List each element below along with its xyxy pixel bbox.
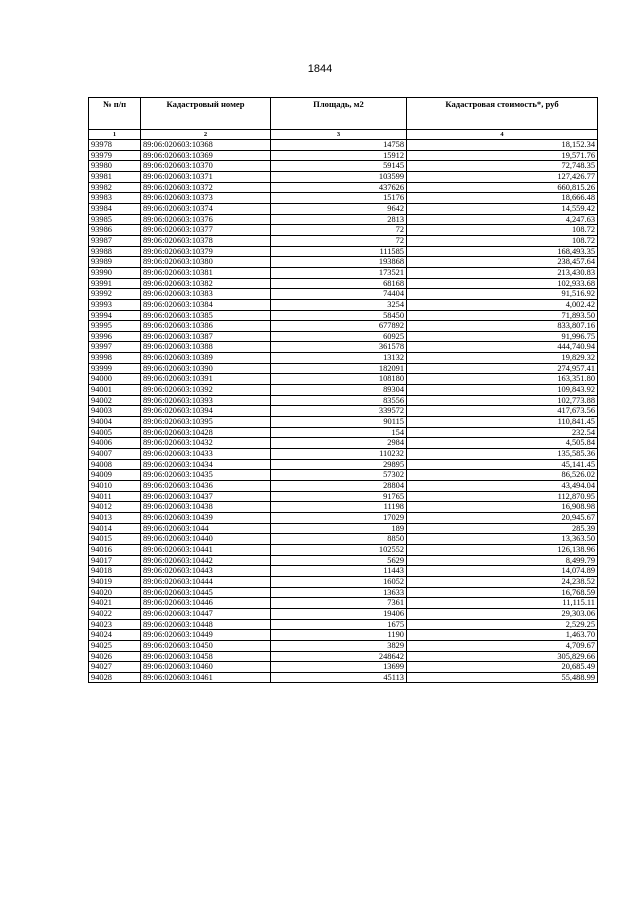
area-cell: 91765 xyxy=(271,491,407,502)
row-number-cell: 94000 xyxy=(89,374,141,385)
cadastral-number-cell: 89:06:020603:10460 xyxy=(141,662,271,673)
cadastral-number-cell: 89:06:020603:10445 xyxy=(141,587,271,598)
row-number-cell: 94022 xyxy=(89,608,141,619)
area-cell: 11443 xyxy=(271,566,407,577)
cadastral-number-cell: 89:06:020603:10461 xyxy=(141,672,271,683)
table-header-row xyxy=(89,98,598,130)
cost-cell: 55,488.99 xyxy=(407,672,598,683)
table-row xyxy=(89,672,598,683)
cadastral-number-cell: 89:06:020603:10450 xyxy=(141,640,271,651)
row-number-cell: 94013 xyxy=(89,512,141,523)
row-number-cell: 94019 xyxy=(89,576,141,587)
area-cell: 72 xyxy=(271,225,407,236)
area-cell: 154 xyxy=(271,427,407,438)
area-cell: 13633 xyxy=(271,587,407,598)
cost-cell: 16,768.59 xyxy=(407,587,598,598)
table-row xyxy=(89,406,598,417)
cadastral-number-cell: 89:06:020603:10443 xyxy=(141,566,271,577)
area-cell: 57302 xyxy=(271,470,407,481)
area-cell: 17029 xyxy=(271,512,407,523)
column-number: 2 xyxy=(141,130,271,140)
cadastral-number-cell: 89:06:020603:10435 xyxy=(141,470,271,481)
area-cell: 72 xyxy=(271,235,407,246)
cost-cell: 4,505.84 xyxy=(407,438,598,449)
cost-cell: 91,516.92 xyxy=(407,289,598,300)
cadastral-table xyxy=(88,97,598,683)
header-num: № п/п xyxy=(89,98,141,130)
row-number-cell: 94008 xyxy=(89,459,141,470)
cost-cell: 19,829.32 xyxy=(407,353,598,364)
header-cost: Кадастровая стоимость*, руб xyxy=(407,98,598,130)
table-row xyxy=(89,576,598,587)
row-number-cell: 93986 xyxy=(89,225,141,236)
row-number-cell: 93989 xyxy=(89,257,141,268)
area-cell: 110232 xyxy=(271,449,407,460)
cost-cell: 127,426.77 xyxy=(407,171,598,182)
table-row xyxy=(89,161,598,172)
table-row xyxy=(89,534,598,545)
table-row xyxy=(89,374,598,385)
cadastral-number-cell: 89:06:020603:10395 xyxy=(141,417,271,428)
row-number-cell: 94023 xyxy=(89,619,141,630)
area-cell: 173521 xyxy=(271,267,407,278)
cost-cell: 213,430.83 xyxy=(407,267,598,278)
cost-cell: 4,247.63 xyxy=(407,214,598,225)
table-row xyxy=(89,566,598,577)
area-cell: 28804 xyxy=(271,481,407,492)
table-body xyxy=(89,140,598,683)
table-row xyxy=(89,267,598,278)
table-row xyxy=(89,150,598,161)
cadastral-number-cell: 89:06:020603:10449 xyxy=(141,630,271,641)
table-row xyxy=(89,662,598,673)
cadastral-number-cell: 89:06:020603:10368 xyxy=(141,140,271,151)
row-number-cell: 94028 xyxy=(89,672,141,683)
cadastral-number-cell: 89:06:020603:10436 xyxy=(141,481,271,492)
area-cell: 103599 xyxy=(271,171,407,182)
row-number-cell: 93998 xyxy=(89,353,141,364)
table-row xyxy=(89,523,598,534)
area-cell: 60925 xyxy=(271,331,407,342)
table-row xyxy=(89,502,598,513)
cadastral-number-cell: 89:06:020603:10446 xyxy=(141,598,271,609)
row-number-cell: 93996 xyxy=(89,331,141,342)
table-row xyxy=(89,193,598,204)
table-row xyxy=(89,555,598,566)
table-row xyxy=(89,608,598,619)
cost-cell: 274,957.41 xyxy=(407,363,598,374)
row-number-cell: 94002 xyxy=(89,395,141,406)
table-row xyxy=(89,470,598,481)
area-cell: 182091 xyxy=(271,363,407,374)
area-cell: 13132 xyxy=(271,353,407,364)
table-row xyxy=(89,385,598,396)
table-row xyxy=(89,481,598,492)
area-cell: 83556 xyxy=(271,395,407,406)
row-number-cell: 94025 xyxy=(89,640,141,651)
cadastral-number-cell: 89:06:020603:10386 xyxy=(141,321,271,332)
table-row xyxy=(89,257,598,268)
cadastral-number-cell: 89:06:020603:10383 xyxy=(141,289,271,300)
area-cell: 89304 xyxy=(271,385,407,396)
area-cell: 2813 xyxy=(271,214,407,225)
cadastral-number-cell: 89:06:020603:10372 xyxy=(141,182,271,193)
row-number-cell: 94012 xyxy=(89,502,141,513)
area-cell: 248642 xyxy=(271,651,407,662)
row-number-cell: 93990 xyxy=(89,267,141,278)
cost-cell: 19,571.76 xyxy=(407,150,598,161)
area-cell: 3254 xyxy=(271,299,407,310)
table-row xyxy=(89,182,598,193)
header-cadastral: Кадастровый номер xyxy=(141,98,271,130)
area-cell: 16052 xyxy=(271,576,407,587)
table-row xyxy=(89,331,598,342)
cadastral-number-cell: 89:06:020603:10432 xyxy=(141,438,271,449)
area-cell: 102552 xyxy=(271,544,407,555)
row-number-cell: 93978 xyxy=(89,140,141,151)
table-row xyxy=(89,630,598,641)
cost-cell: 91,996.75 xyxy=(407,331,598,342)
cadastral-number-cell: 89:06:020603:10373 xyxy=(141,193,271,204)
row-number-cell: 93991 xyxy=(89,278,141,289)
cadastral-number-cell: 89:06:020603:10374 xyxy=(141,203,271,214)
row-number-cell: 93995 xyxy=(89,321,141,332)
table-row xyxy=(89,544,598,555)
row-number-cell: 93994 xyxy=(89,310,141,321)
cadastral-number-cell: 89:06:020603:10379 xyxy=(141,246,271,257)
row-number-cell: 94004 xyxy=(89,417,141,428)
area-cell: 361578 xyxy=(271,342,407,353)
row-number-cell: 94009 xyxy=(89,470,141,481)
table-row xyxy=(89,598,598,609)
row-number-cell: 93979 xyxy=(89,150,141,161)
cadastral-number-cell: 89:06:020603:10438 xyxy=(141,502,271,513)
area-cell: 15176 xyxy=(271,193,407,204)
cost-cell: 14,559.42 xyxy=(407,203,598,214)
cost-cell: 108.72 xyxy=(407,225,598,236)
row-number-cell: 94005 xyxy=(89,427,141,438)
row-number-cell: 93992 xyxy=(89,289,141,300)
cost-cell: 1,463.70 xyxy=(407,630,598,641)
area-cell: 339572 xyxy=(271,406,407,417)
cost-cell: 8,499.79 xyxy=(407,555,598,566)
cost-cell: 11,115.11 xyxy=(407,598,598,609)
area-cell: 189 xyxy=(271,523,407,534)
cadastral-number-cell: 89:06:020603:10378 xyxy=(141,235,271,246)
cadastral-number-cell: 89:06:020603:10433 xyxy=(141,449,271,460)
row-number-cell: 93983 xyxy=(89,193,141,204)
cadastral-number-cell: 89:06:020603:10393 xyxy=(141,395,271,406)
cost-cell: 109,843.92 xyxy=(407,385,598,396)
cost-cell: 135,585.36 xyxy=(407,449,598,460)
row-number-cell: 94024 xyxy=(89,630,141,641)
cost-cell: 20,685.49 xyxy=(407,662,598,673)
row-number-cell: 94007 xyxy=(89,449,141,460)
cost-cell: 660,815.26 xyxy=(407,182,598,193)
cost-cell: 444,740.94 xyxy=(407,342,598,353)
row-number-cell: 94016 xyxy=(89,544,141,555)
table-row xyxy=(89,363,598,374)
area-cell: 677892 xyxy=(271,321,407,332)
table-row xyxy=(89,214,598,225)
area-cell: 74404 xyxy=(271,289,407,300)
cost-cell: 168,493.35 xyxy=(407,246,598,257)
cadastral-number-cell: 89:06:020603:10437 xyxy=(141,491,271,502)
area-cell: 15912 xyxy=(271,150,407,161)
cadastral-number-cell: 89:06:020603:10387 xyxy=(141,331,271,342)
area-cell: 19406 xyxy=(271,608,407,619)
area-cell: 68168 xyxy=(271,278,407,289)
cost-cell: 126,138.96 xyxy=(407,544,598,555)
row-number-cell: 93982 xyxy=(89,182,141,193)
cadastral-number-cell: 89:06:020603:10377 xyxy=(141,225,271,236)
cadastral-number-cell: 89:06:020603:10371 xyxy=(141,171,271,182)
area-cell: 45113 xyxy=(271,672,407,683)
cadastral-number-cell: 89:06:020603:10447 xyxy=(141,608,271,619)
row-number-cell: 94014 xyxy=(89,523,141,534)
table-row xyxy=(89,235,598,246)
table-row xyxy=(89,395,598,406)
table-row xyxy=(89,171,598,182)
row-number-cell: 94006 xyxy=(89,438,141,449)
cost-cell: 305,829.66 xyxy=(407,651,598,662)
cost-cell: 833,807.16 xyxy=(407,321,598,332)
cost-cell: 238,457.64 xyxy=(407,257,598,268)
table-row xyxy=(89,321,598,332)
area-cell: 9642 xyxy=(271,203,407,214)
cadastral-number-cell: 89:06:020603:10448 xyxy=(141,619,271,630)
table-row xyxy=(89,246,598,257)
table-row xyxy=(89,491,598,502)
row-number-cell: 94015 xyxy=(89,534,141,545)
row-number-cell: 93981 xyxy=(89,171,141,182)
table-row xyxy=(89,619,598,630)
table-row xyxy=(89,342,598,353)
cost-cell: 72,748.35 xyxy=(407,161,598,172)
table-row xyxy=(89,587,598,598)
table-row xyxy=(89,417,598,428)
table-row xyxy=(89,459,598,470)
cadastral-number-cell: 89:06:020603:10442 xyxy=(141,555,271,566)
row-number-cell: 94021 xyxy=(89,598,141,609)
header-area: Площадь, м2 xyxy=(271,98,407,130)
area-cell: 3829 xyxy=(271,640,407,651)
row-number-cell: 94001 xyxy=(89,385,141,396)
table-row xyxy=(89,449,598,460)
cadastral-number-cell: 89:06:020603:10394 xyxy=(141,406,271,417)
area-cell: 13699 xyxy=(271,662,407,673)
table-row xyxy=(89,289,598,300)
page-number: 1844 xyxy=(307,63,333,75)
area-cell: 108180 xyxy=(271,374,407,385)
cadastral-number-cell: 89:06:020603:10376 xyxy=(141,214,271,225)
row-number-cell: 94020 xyxy=(89,587,141,598)
cadastral-number-cell: 89:06:020603:1044 xyxy=(141,523,271,534)
cadastral-number-cell: 89:06:020603:10444 xyxy=(141,576,271,587)
area-cell: 8850 xyxy=(271,534,407,545)
cadastral-number-cell: 89:06:020603:10389 xyxy=(141,353,271,364)
area-cell: 1190 xyxy=(271,630,407,641)
cost-cell: 110,841.45 xyxy=(407,417,598,428)
table-row xyxy=(89,310,598,321)
cost-cell: 18,666.48 xyxy=(407,193,598,204)
table-row xyxy=(89,353,598,364)
row-number-cell: 94027 xyxy=(89,662,141,673)
column-number: 4 xyxy=(407,130,598,140)
column-number: 1 xyxy=(89,130,141,140)
row-number-cell: 94026 xyxy=(89,651,141,662)
table-row xyxy=(89,225,598,236)
table-row xyxy=(89,438,598,449)
cadastral-number-cell: 89:06:020603:10439 xyxy=(141,512,271,523)
area-cell: 193868 xyxy=(271,257,407,268)
cost-cell: 102,933.68 xyxy=(407,278,598,289)
area-cell: 1675 xyxy=(271,619,407,630)
cost-cell: 417,673.56 xyxy=(407,406,598,417)
cost-cell: 112,870.95 xyxy=(407,491,598,502)
column-number-row xyxy=(89,130,598,140)
column-number: 3 xyxy=(271,130,407,140)
row-number-cell: 93984 xyxy=(89,203,141,214)
row-number-cell: 94018 xyxy=(89,566,141,577)
cost-cell: 16,908.98 xyxy=(407,502,598,513)
cadastral-number-cell: 89:06:020603:10380 xyxy=(141,257,271,268)
cadastral-number-cell: 89:06:020603:10441 xyxy=(141,544,271,555)
area-cell: 90115 xyxy=(271,417,407,428)
area-cell: 59145 xyxy=(271,161,407,172)
row-number-cell: 93987 xyxy=(89,235,141,246)
row-number-cell: 93993 xyxy=(89,299,141,310)
cadastral-number-cell: 89:06:020603:10388 xyxy=(141,342,271,353)
row-number-cell: 94017 xyxy=(89,555,141,566)
table-row xyxy=(89,640,598,651)
row-number-cell: 94003 xyxy=(89,406,141,417)
area-cell: 2984 xyxy=(271,438,407,449)
cost-cell: 102,773.88 xyxy=(407,395,598,406)
row-number-cell: 93980 xyxy=(89,161,141,172)
table-row xyxy=(89,651,598,662)
cost-cell: 43,494.04 xyxy=(407,481,598,492)
cost-cell: 4,002.42 xyxy=(407,299,598,310)
cadastral-number-cell: 89:06:020603:10369 xyxy=(141,150,271,161)
table-row xyxy=(89,203,598,214)
area-cell: 5629 xyxy=(271,555,407,566)
cost-cell: 20,945.67 xyxy=(407,512,598,523)
cost-cell: 29,303.06 xyxy=(407,608,598,619)
cadastral-number-cell: 89:06:020603:10370 xyxy=(141,161,271,172)
table-row xyxy=(89,512,598,523)
cost-cell: 14,074.89 xyxy=(407,566,598,577)
row-number-cell: 93999 xyxy=(89,363,141,374)
cadastral-number-cell: 89:06:020603:10382 xyxy=(141,278,271,289)
area-cell: 14758 xyxy=(271,140,407,151)
area-cell: 111585 xyxy=(271,246,407,257)
row-number-cell: 94010 xyxy=(89,481,141,492)
cost-cell: 4,709.67 xyxy=(407,640,598,651)
cadastral-number-cell: 89:06:020603:10434 xyxy=(141,459,271,470)
cadastral-number-cell: 89:06:020603:10392 xyxy=(141,385,271,396)
area-cell: 11198 xyxy=(271,502,407,513)
cadastral-number-cell: 89:06:020603:10384 xyxy=(141,299,271,310)
cost-cell: 13,363.50 xyxy=(407,534,598,545)
cadastral-number-cell: 89:06:020603:10428 xyxy=(141,427,271,438)
cost-cell: 18,152.34 xyxy=(407,140,598,151)
area-cell: 7361 xyxy=(271,598,407,609)
area-cell: 437626 xyxy=(271,182,407,193)
cost-cell: 108.72 xyxy=(407,235,598,246)
area-cell: 58450 xyxy=(271,310,407,321)
table-row xyxy=(89,140,598,151)
cost-cell: 285.39 xyxy=(407,523,598,534)
row-number-cell: 93985 xyxy=(89,214,141,225)
cost-cell: 163,351.80 xyxy=(407,374,598,385)
cadastral-number-cell: 89:06:020603:10381 xyxy=(141,267,271,278)
table-row xyxy=(89,278,598,289)
cadastral-number-cell: 89:06:020603:10385 xyxy=(141,310,271,321)
row-number-cell: 93997 xyxy=(89,342,141,353)
cost-cell: 232.54 xyxy=(407,427,598,438)
cadastral-number-cell: 89:06:020603:10440 xyxy=(141,534,271,545)
cadastral-number-cell: 89:06:020603:10390 xyxy=(141,363,271,374)
cost-cell: 2,529.25 xyxy=(407,619,598,630)
row-number-cell: 93988 xyxy=(89,246,141,257)
row-number-cell: 94011 xyxy=(89,491,141,502)
table-row xyxy=(89,427,598,438)
cost-cell: 24,238.52 xyxy=(407,576,598,587)
cadastral-number-cell: 89:06:020603:10458 xyxy=(141,651,271,662)
area-cell: 29895 xyxy=(271,459,407,470)
cost-cell: 71,893.50 xyxy=(407,310,598,321)
table-row xyxy=(89,299,598,310)
cadastral-number-cell: 89:06:020603:10391 xyxy=(141,374,271,385)
cost-cell: 86,526.02 xyxy=(407,470,598,481)
cost-cell: 45,141.45 xyxy=(407,459,598,470)
